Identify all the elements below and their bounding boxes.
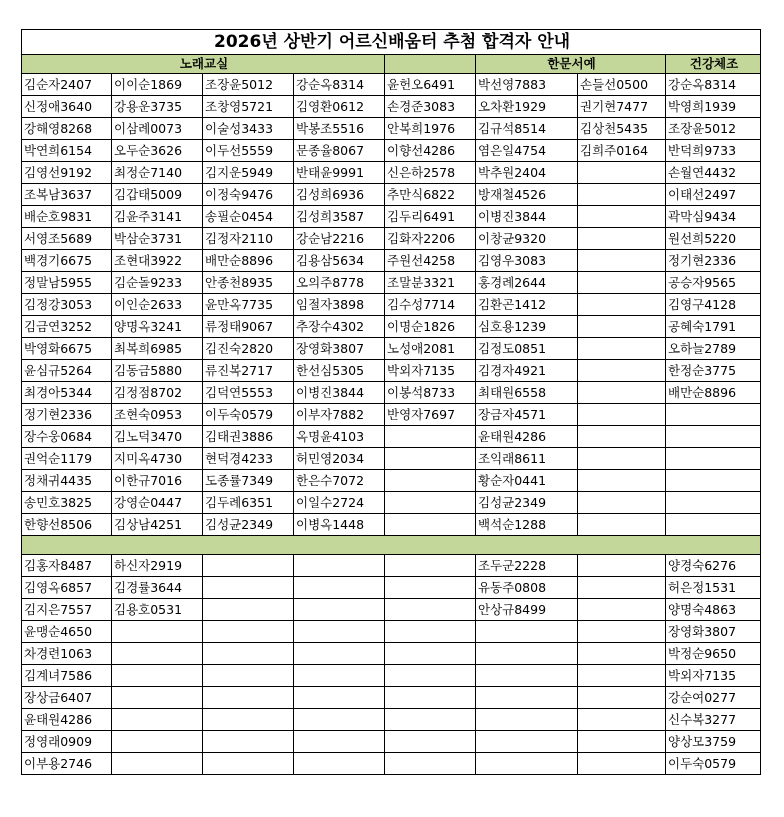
table-cell: 박정순9650 (666, 643, 761, 665)
table-cell: 권기현7477 (578, 96, 666, 118)
table-cell (294, 753, 385, 775)
table-cell (578, 206, 666, 228)
table-cell (112, 709, 203, 731)
table-cell: 차경련1063 (22, 643, 112, 665)
table-cell: 이병진3844 (294, 382, 385, 404)
table-row (22, 206, 761, 228)
table-cell (385, 709, 476, 731)
table-cell: 장상금6407 (22, 687, 112, 709)
table-cell: 박추원2404 (476, 162, 578, 184)
header-row (22, 55, 761, 74)
table-cell (203, 643, 294, 665)
table-cell (578, 272, 666, 294)
table-cell: 강순옥8314 (666, 74, 761, 96)
table-cell (294, 599, 385, 621)
table-cell (578, 577, 666, 599)
table-cell (666, 448, 761, 470)
table-row (22, 753, 761, 775)
table-cell (578, 184, 666, 206)
table-cell: 이두선5559 (203, 140, 294, 162)
table-row (22, 96, 761, 118)
table-cell (578, 643, 666, 665)
table-cell (578, 360, 666, 382)
table-cell: 이봉석8733 (385, 382, 476, 404)
table-cell (666, 492, 761, 514)
table-cell (203, 665, 294, 687)
table-cell: 김동금5880 (112, 360, 203, 382)
table-cell: 한선심5305 (294, 360, 385, 382)
table-cell (666, 514, 761, 536)
table-cell: 양명숙4863 (666, 599, 761, 621)
table-cell: 김성균2349 (203, 514, 294, 536)
table-cell (203, 753, 294, 775)
table-cell (203, 555, 294, 577)
table-cell: 반덕희9733 (666, 140, 761, 162)
table-cell (578, 448, 666, 470)
table-cell: 임절자3898 (294, 294, 385, 316)
section-divider (22, 536, 761, 555)
table-cell (385, 448, 476, 470)
table-cell: 이향선4286 (385, 140, 476, 162)
table-cell (385, 731, 476, 753)
table-cell (112, 643, 203, 665)
table-row (22, 643, 761, 665)
table-cell: 배순호9831 (22, 206, 112, 228)
table-row (22, 118, 761, 140)
table-cell: 염은일4754 (476, 140, 578, 162)
table-cell (476, 709, 578, 731)
table-cell (476, 687, 578, 709)
table-row (22, 140, 761, 162)
table-cell: 강순옥8314 (294, 74, 385, 96)
table-cell: 원선희5220 (666, 228, 761, 250)
table-cell (578, 470, 666, 492)
table-cell: 김환곤1412 (476, 294, 578, 316)
table-cell (294, 577, 385, 599)
table-cell (385, 621, 476, 643)
table-cell: 김정점8702 (112, 382, 203, 404)
table-cell: 공혜숙1791 (666, 316, 761, 338)
table-row (22, 709, 761, 731)
table-row (22, 360, 761, 382)
table-cell: 김진숙2820 (203, 338, 294, 360)
table-cell: 최정순7140 (112, 162, 203, 184)
table-cell: 김성희6936 (294, 184, 385, 206)
table-row (22, 74, 761, 96)
table-cell: 김윤주3141 (112, 206, 203, 228)
table-cell: 김상남4251 (112, 514, 203, 536)
table-cell: 이인순2633 (112, 294, 203, 316)
table-row (22, 665, 761, 687)
table-cell: 신은하2578 (385, 162, 476, 184)
table-row (22, 426, 761, 448)
table-cell (112, 731, 203, 753)
table-cell: 김화자2206 (385, 228, 476, 250)
table-cell: 방재철4526 (476, 184, 578, 206)
table-cell: 최복희6985 (112, 338, 203, 360)
table-cell: 이삼례0073 (112, 118, 203, 140)
table-cell: 추장수4302 (294, 316, 385, 338)
table-cell: 조장윤5012 (203, 74, 294, 96)
table-cell: 장수웅0684 (22, 426, 112, 448)
table-cell: 김지운5949 (203, 162, 294, 184)
table-cell: 이일수2724 (294, 492, 385, 514)
table-cell: 김노덕3470 (112, 426, 203, 448)
table-cell: 김영구4128 (666, 294, 761, 316)
table-cell: 김용삼5634 (294, 250, 385, 272)
table-cell (578, 687, 666, 709)
table-cell: 윤맹순4650 (22, 621, 112, 643)
table-cell: 손월연4432 (666, 162, 761, 184)
table-cell: 신정애3640 (22, 96, 112, 118)
table-cell (578, 382, 666, 404)
table-cell (476, 621, 578, 643)
table-cell (112, 753, 203, 775)
table-cell: 이병옥1448 (294, 514, 385, 536)
table-cell (294, 621, 385, 643)
table-cell: 박삼순3731 (112, 228, 203, 250)
table-cell (203, 621, 294, 643)
table-cell: 박선영7883 (476, 74, 578, 96)
table-cell: 김용호0531 (112, 599, 203, 621)
table-cell: 안상규8499 (476, 599, 578, 621)
table-cell: 손경준3083 (385, 96, 476, 118)
table-cell (294, 665, 385, 687)
table-cell: 정채귀4435 (22, 470, 112, 492)
table-cell: 강용운3735 (112, 96, 203, 118)
table-cell: 안복희1976 (385, 118, 476, 140)
table-cell (666, 470, 761, 492)
table-cell: 윤태원4286 (22, 709, 112, 731)
table-cell: 김홍자8487 (22, 555, 112, 577)
table-cell: 이부용2746 (22, 753, 112, 775)
table-row (22, 316, 761, 338)
table-cell: 조복남3637 (22, 184, 112, 206)
table-cell: 이한규7016 (112, 470, 203, 492)
header-calligraphy: 한문서예 (476, 55, 666, 74)
table-cell (294, 731, 385, 753)
table-cell: 박연희6154 (22, 140, 112, 162)
table-cell (385, 426, 476, 448)
table-cell: 김지은7557 (22, 599, 112, 621)
table-cell: 배만순8896 (666, 382, 761, 404)
table-cell (476, 665, 578, 687)
table-cell: 김태권3886 (203, 426, 294, 448)
table-cell (112, 665, 203, 687)
table-cell (578, 709, 666, 731)
table-cell (112, 687, 203, 709)
table-row (22, 382, 761, 404)
table-cell (112, 621, 203, 643)
table-cell: 오차환1929 (476, 96, 578, 118)
table-cell (578, 228, 666, 250)
section-divider-row (22, 536, 761, 555)
table-cell: 최태원6558 (476, 382, 578, 404)
table-row (22, 162, 761, 184)
table-cell: 강해영8268 (22, 118, 112, 140)
table-cell (578, 555, 666, 577)
table-cell (385, 577, 476, 599)
table-cell: 정영래0909 (22, 731, 112, 753)
table-cell: 양명옥3241 (112, 316, 203, 338)
table-cell: 강순여0277 (666, 687, 761, 709)
table-cell (476, 753, 578, 775)
table-cell: 한은수7072 (294, 470, 385, 492)
table-cell: 조말분3321 (385, 272, 476, 294)
table-cell (578, 599, 666, 621)
table-cell: 서영조5689 (22, 228, 112, 250)
table-cell: 하신자2919 (112, 555, 203, 577)
table-cell: 김순자2407 (22, 74, 112, 96)
table-cell: 반영자7697 (385, 404, 476, 426)
table-cell: 조창영5721 (203, 96, 294, 118)
table-cell (476, 731, 578, 753)
table-row (22, 731, 761, 753)
table-cell: 손들선0500 (578, 74, 666, 96)
table-cell: 정말남5955 (22, 272, 112, 294)
table-cell: 강순남2216 (294, 228, 385, 250)
table-cell: 조현대3922 (112, 250, 203, 272)
table-cell: 정기현2336 (666, 250, 761, 272)
table-cell (203, 731, 294, 753)
table-cell: 장영화3807 (666, 621, 761, 643)
table-cell: 한향선8506 (22, 514, 112, 536)
table-cell (578, 404, 666, 426)
table-cell (476, 643, 578, 665)
table-cell (578, 665, 666, 687)
table-cell: 김계녀7586 (22, 665, 112, 687)
table-row (22, 621, 761, 643)
table-cell: 김경자4921 (476, 360, 578, 382)
table-cell: 김영환0612 (294, 96, 385, 118)
table-cell: 김정도0851 (476, 338, 578, 360)
table-cell: 류진복2717 (203, 360, 294, 382)
table-cell: 김경률3644 (112, 577, 203, 599)
table-cell: 유동주0808 (476, 577, 578, 599)
table-cell: 윤심규5264 (22, 360, 112, 382)
table-cell: 오두순3626 (112, 140, 203, 162)
table-cell: 곽막심9434 (666, 206, 761, 228)
table-row (22, 599, 761, 621)
table-cell: 김두리6491 (385, 206, 476, 228)
table-cell: 조현숙0953 (112, 404, 203, 426)
table-row (22, 250, 761, 272)
table-cell: 오의주8778 (294, 272, 385, 294)
table-cell (578, 621, 666, 643)
table-cell: 김두례6351 (203, 492, 294, 514)
table-cell: 이술성3433 (203, 118, 294, 140)
table-cell: 김갑태5009 (112, 184, 203, 206)
table-cell: 홍경례2644 (476, 272, 578, 294)
table-cell: 조장윤5012 (666, 118, 761, 140)
table-cell (385, 492, 476, 514)
table-row (22, 338, 761, 360)
table-cell: 주원선4258 (385, 250, 476, 272)
title-row (22, 30, 761, 55)
table-cell: 강영순0447 (112, 492, 203, 514)
header-exercise: 건강체조 (666, 55, 761, 74)
table-cell (294, 643, 385, 665)
table-cell: 반태윤9991 (294, 162, 385, 184)
table-cell (385, 470, 476, 492)
table-cell (666, 404, 761, 426)
table-cell: 류정태9067 (203, 316, 294, 338)
table-cell (294, 555, 385, 577)
table-cell: 황순자0441 (476, 470, 578, 492)
table-cell: 문종율8067 (294, 140, 385, 162)
table-cell: 권억순1179 (22, 448, 112, 470)
table-cell (578, 753, 666, 775)
table-cell: 백석순1288 (476, 514, 578, 536)
table-cell: 김희주0164 (578, 140, 666, 162)
table-cell: 김수성7714 (385, 294, 476, 316)
table-cell (578, 250, 666, 272)
table-cell: 김영옥6857 (22, 577, 112, 599)
table-cell (578, 162, 666, 184)
table-cell: 송민호3825 (22, 492, 112, 514)
table-cell: 이정숙9476 (203, 184, 294, 206)
table-cell (294, 687, 385, 709)
header-singing-class: 노래교실 (22, 55, 385, 74)
table-cell: 김금연3252 (22, 316, 112, 338)
header-blank (385, 55, 476, 74)
table-row (22, 470, 761, 492)
table-cell (203, 709, 294, 731)
table-cell: 김성균2349 (476, 492, 578, 514)
table-cell (385, 753, 476, 775)
table-cell: 옥명윤4103 (294, 426, 385, 448)
table-cell: 도종률7349 (203, 470, 294, 492)
table-cell: 윤태원4286 (476, 426, 578, 448)
table-cell: 배만순8896 (203, 250, 294, 272)
table-cell (578, 492, 666, 514)
table-cell: 허민영2034 (294, 448, 385, 470)
table-cell: 지미옥4730 (112, 448, 203, 470)
table-cell: 김정자2110 (203, 228, 294, 250)
table-cell: 박영희1939 (666, 96, 761, 118)
table-cell: 박외자7135 (385, 360, 476, 382)
table-cell: 김성희3587 (294, 206, 385, 228)
table-cell (385, 665, 476, 687)
table-row (22, 294, 761, 316)
table-cell (666, 426, 761, 448)
table-cell: 이두숙0579 (203, 404, 294, 426)
table-cell: 허은정1531 (666, 577, 761, 599)
table-cell (578, 338, 666, 360)
table-row (22, 492, 761, 514)
table-row (22, 687, 761, 709)
table-cell: 정기현2336 (22, 404, 112, 426)
table-cell: 윤만옥7735 (203, 294, 294, 316)
table-cell (578, 731, 666, 753)
table-row (22, 404, 761, 426)
table-cell: 장영화3807 (294, 338, 385, 360)
table-row (22, 184, 761, 206)
table-cell: 김상천5435 (578, 118, 666, 140)
table-cell: 송필순0454 (203, 206, 294, 228)
table-cell: 조익래8611 (476, 448, 578, 470)
table-cell: 백경기6675 (22, 250, 112, 272)
table-row (22, 448, 761, 470)
page-title: 2026년 상반기 어르신배움터 추첨 합격자 안내 (22, 30, 761, 55)
table-cell: 이명순1826 (385, 316, 476, 338)
table-row (22, 555, 761, 577)
table-cell: 박외자7135 (666, 665, 761, 687)
table-cell (385, 643, 476, 665)
table-cell (578, 316, 666, 338)
table-row (22, 514, 761, 536)
table-row (22, 272, 761, 294)
table-row (22, 577, 761, 599)
results-table (21, 29, 761, 775)
table-cell: 양상모3759 (666, 731, 761, 753)
table-cell: 이창균9320 (476, 228, 578, 250)
table-cell: 안종천8935 (203, 272, 294, 294)
table-cell: 이태선2497 (666, 184, 761, 206)
table-cell (294, 709, 385, 731)
table-cell (385, 555, 476, 577)
table-cell: 심호용1239 (476, 316, 578, 338)
table-row (22, 228, 761, 250)
table-cell: 신수복3277 (666, 709, 761, 731)
table-cell: 김영선9192 (22, 162, 112, 184)
table-cell: 현덕경4233 (203, 448, 294, 470)
table-cell: 오하늘2789 (666, 338, 761, 360)
table-cell: 김영우3083 (476, 250, 578, 272)
table-cell: 추만식6822 (385, 184, 476, 206)
table-cell (385, 687, 476, 709)
table-cell: 김규석8514 (476, 118, 578, 140)
table-cell: 장금자4571 (476, 404, 578, 426)
table-cell: 양경숙6276 (666, 555, 761, 577)
table-cell: 한정순3775 (666, 360, 761, 382)
table-cell: 노성애2081 (385, 338, 476, 360)
table-cell: 김순돌9233 (112, 272, 203, 294)
table-cell: 공승자9565 (666, 272, 761, 294)
table-cell (385, 599, 476, 621)
table-cell: 박봉조5516 (294, 118, 385, 140)
table-cell: 조두군2228 (476, 555, 578, 577)
table-cell: 윤헌오6491 (385, 74, 476, 96)
table-cell: 이부자7882 (294, 404, 385, 426)
table-cell: 이병진3844 (476, 206, 578, 228)
table-cell (578, 294, 666, 316)
table-cell: 김정강3053 (22, 294, 112, 316)
table-cell (578, 514, 666, 536)
table-cell: 최경아5344 (22, 382, 112, 404)
table-cell (203, 599, 294, 621)
table-cell (203, 687, 294, 709)
table-cell: 이두숙0579 (666, 753, 761, 775)
table-cell: 김덕연5553 (203, 382, 294, 404)
table-cell: 이이순1869 (112, 74, 203, 96)
table-cell (203, 577, 294, 599)
table-cell (385, 514, 476, 536)
table-cell (578, 426, 666, 448)
table-cell: 박영화6675 (22, 338, 112, 360)
